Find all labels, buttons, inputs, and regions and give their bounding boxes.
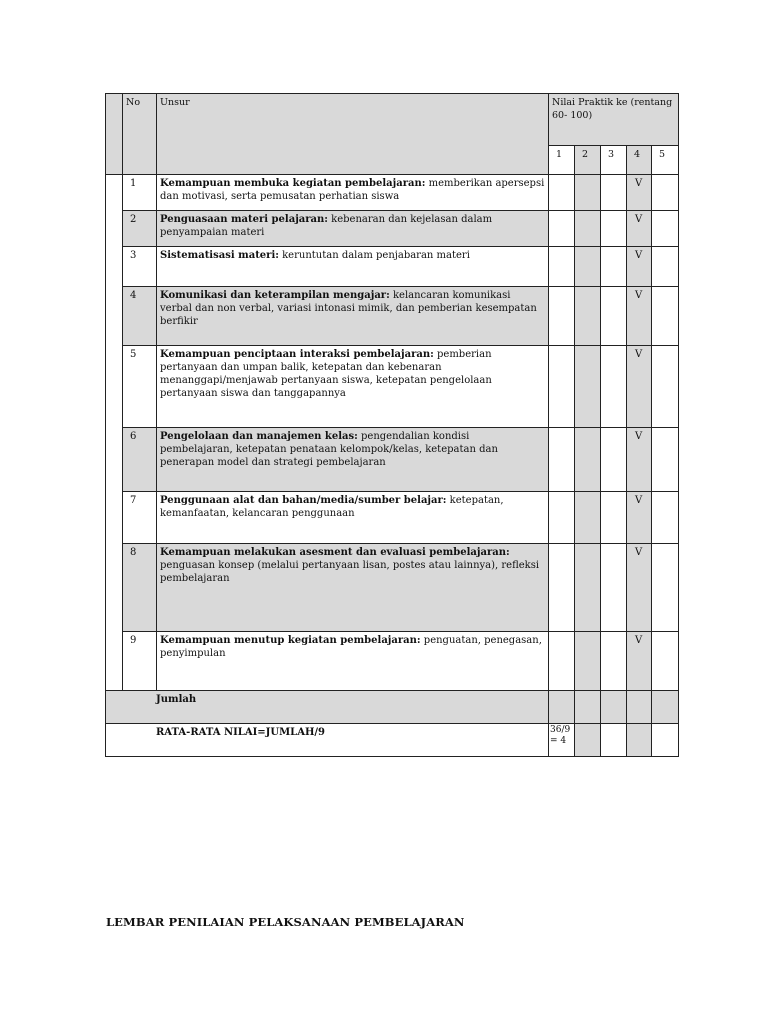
row-criterion — [157, 492, 549, 544]
row-criterion — [157, 428, 549, 492]
row-number: 6 — [123, 428, 157, 492]
side-blank-cell — [106, 175, 123, 691]
criterion-title: Penguasaan materi pelajaran: — [160, 214, 328, 225]
criterion-title: Kemampuan menutup kegiatan pembelajaran: — [160, 635, 421, 646]
score-cell-3[interactable] — [601, 346, 627, 428]
row-criterion — [157, 211, 549, 247]
score-cell-3[interactable] — [601, 211, 627, 247]
score-cell-4[interactable]: V — [627, 211, 652, 247]
rata-rata-row — [106, 724, 679, 757]
table-row — [106, 544, 679, 632]
criterion-desc: penguatan, penegasan, penyimpulan — [160, 635, 542, 659]
score-cell-4[interactable]: V — [627, 346, 652, 428]
score-cell-1[interactable] — [549, 544, 575, 632]
criterion-title: Sistematisasi materi: — [160, 250, 279, 261]
score-cell-1[interactable] — [549, 287, 575, 346]
score-cell-4[interactable]: V — [627, 175, 652, 211]
criterion-desc: keruntutan dalam penjabaran materi — [278, 250, 470, 261]
score-cell-4[interactable]: V — [627, 428, 652, 492]
criterion-desc: kelancaran komunikasi verbal dan non verbal, variasi intonasi mimik, dan pemberian kesempatan berfikir — [160, 290, 537, 327]
table-row — [106, 632, 679, 691]
score-cell-5[interactable] — [652, 544, 679, 632]
criterion-title: Pengelolaan dan manajemen kelas: — [160, 431, 358, 442]
score-cell-4[interactable]: V — [627, 632, 652, 691]
score-cell-2[interactable] — [575, 544, 601, 632]
score-cell-5[interactable] — [652, 287, 679, 346]
table-row — [106, 492, 679, 544]
row-number: 7 — [123, 492, 157, 544]
score-cell-1[interactable] — [549, 632, 575, 691]
score-cell-4[interactable]: V — [627, 544, 652, 632]
criterion-title: Kemampuan melakukan asesment dan evaluasi pembelajaran: — [160, 547, 510, 558]
score-cell-3[interactable] — [601, 428, 627, 492]
criterion-desc: pemberian pertanyaan dan umpan balik, ketepatan dan kebenaran menanggapi/menjawab pertanyaan siswa, ketepatan pengelolaan pertanyaan siswa dan tanggapannya — [160, 349, 492, 399]
jumlah-cell-2[interactable] — [575, 691, 601, 724]
jumlah-label: Jumlah — [106, 691, 549, 724]
score-cell-3[interactable] — [601, 247, 627, 287]
score-cell-1[interactable] — [549, 346, 575, 428]
score-cell-5[interactable] — [652, 428, 679, 492]
row-criterion — [157, 287, 549, 346]
score-cell-5[interactable] — [652, 175, 679, 211]
criterion-desc: kebenaran dan kejelasan dalam penyampaian materi — [160, 214, 493, 238]
jumlah-cell-5[interactable] — [652, 691, 679, 724]
row-number: 3 — [123, 247, 157, 287]
rata-cell-5[interactable] — [652, 724, 679, 757]
rata-cell-2[interactable] — [575, 724, 601, 757]
rata-cell-3[interactable] — [601, 724, 627, 757]
score-cell-3[interactable] — [601, 544, 627, 632]
jumlah-row — [106, 691, 679, 724]
criterion-title: Kemampuan penciptaan interaksi pembelajaran: — [160, 349, 434, 360]
score-cell-2[interactable] — [575, 632, 601, 691]
header-row — [106, 94, 679, 146]
criterion-desc: penguasan konsep (melalui pertanyaan lisan, postes atau lainnya), refleksi pembelajaran — [160, 560, 540, 584]
header-blank-cell — [106, 94, 123, 175]
score-cell-3[interactable] — [601, 287, 627, 346]
jumlah-cell-4[interactable] — [627, 691, 652, 724]
score-cell-3[interactable] — [601, 175, 627, 211]
table-row — [106, 287, 679, 346]
row-number: 1 — [123, 175, 157, 211]
score-cell-4[interactable]: V — [627, 247, 652, 287]
row-number: 2 — [123, 211, 157, 247]
score-cell-5[interactable] — [652, 211, 679, 247]
score-cell-5[interactable] — [652, 632, 679, 691]
score-cell-4[interactable]: V — [627, 492, 652, 544]
score-cell-1[interactable] — [549, 247, 575, 287]
score-cell-4[interactable]: V — [627, 287, 652, 346]
row-criterion — [157, 346, 549, 428]
header-unsur: Unsur — [157, 94, 549, 175]
rata-cell-4[interactable] — [627, 724, 652, 757]
criterion-title: Kemampuan membuka kegiatan pembelajaran: — [160, 178, 426, 189]
jumlah-cell-1[interactable] — [549, 691, 575, 724]
score-cell-5[interactable] — [652, 247, 679, 287]
score-cell-3[interactable] — [601, 632, 627, 691]
score-cell-1[interactable] — [549, 211, 575, 247]
document-title: LEMBAR PENILAIAN PELAKSANAAN PEMBELAJARAN — [106, 915, 465, 929]
score-cell-2[interactable] — [575, 211, 601, 247]
score-cell-2[interactable] — [575, 492, 601, 544]
score-cell-2[interactable] — [575, 175, 601, 211]
table-row — [106, 247, 679, 287]
score-header-5: 5 — [652, 146, 679, 175]
row-number: 5 — [123, 346, 157, 428]
row-criterion — [157, 247, 549, 287]
score-cell-1[interactable] — [549, 428, 575, 492]
rata-rata-value: 36/9 = 4 — [549, 724, 575, 757]
score-cell-5[interactable] — [652, 346, 679, 428]
criterion-title: Penggunaan alat dan bahan/media/sumber belajar: — [160, 495, 447, 506]
score-header-2: 2 — [575, 146, 601, 175]
score-cell-3[interactable] — [601, 492, 627, 544]
row-criterion — [157, 544, 549, 632]
criterion-desc: ketepatan, kemanfaatan, kelancaran penggunaan — [160, 495, 504, 519]
score-header-3: 3 — [601, 146, 627, 175]
row-number: 8 — [123, 544, 157, 632]
score-cell-1[interactable] — [549, 175, 575, 211]
row-number: 4 — [123, 287, 157, 346]
header-nilai-praktik: Nilai Praktik ke (rentang 60- 100) — [549, 94, 679, 146]
score-cell-2[interactable] — [575, 247, 601, 287]
score-header-4: 4 — [627, 146, 652, 175]
row-criterion — [157, 175, 549, 211]
table-row — [106, 428, 679, 492]
score-header-1: 1 — [549, 146, 575, 175]
rata-rata-label: RATA-RATA NILAI=JUMLAH/9 — [106, 724, 549, 757]
jumlah-cell-3[interactable] — [601, 691, 627, 724]
table-row — [106, 175, 679, 211]
table-row — [106, 211, 679, 247]
assessment-table — [105, 93, 679, 757]
score-cell-5[interactable] — [652, 492, 679, 544]
criterion-desc: memberikan apersepsi dan motivasi, serta pemusatan perhatian siswa — [160, 178, 545, 202]
table-row — [106, 346, 679, 428]
score-cell-1[interactable] — [549, 492, 575, 544]
score-cell-2[interactable] — [575, 287, 601, 346]
score-cell-2[interactable] — [575, 346, 601, 428]
header-no: No — [123, 94, 157, 175]
criterion-title: Komunikasi dan keterampilan mengajar: — [160, 290, 390, 301]
score-cell-2[interactable] — [575, 428, 601, 492]
criterion-desc: pengendalian kondisi pembelajaran, ketepatan penataan kelompok/kelas, ketepatan dan penerapan model dan strategi pembelajaran — [160, 431, 498, 468]
row-criterion — [157, 632, 549, 691]
row-number: 9 — [123, 632, 157, 691]
